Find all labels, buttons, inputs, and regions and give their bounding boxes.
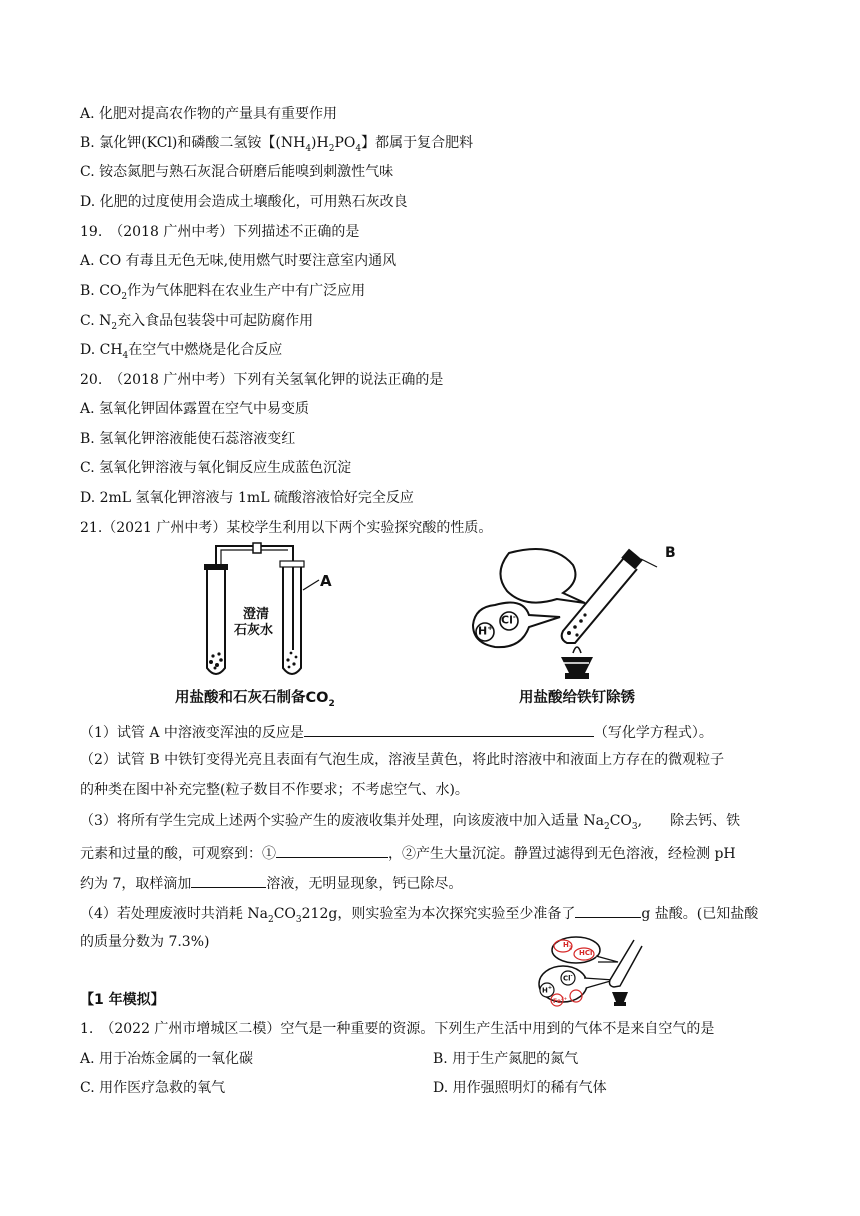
sim-question-1-stem: 1. （2022 广州市增城区二模）空气是一种重要的资源。下列生产生活中用到的气体不是来自空气的是 [80, 1021, 715, 1037]
question-21-part-1: （1）试管 A 中溶液变浑浊的反应是 （写化学方程式）。 [80, 721, 713, 743]
sim-option-1-c: C. 用作医疗急救的氧气 [80, 1080, 226, 1096]
particle-h2: $H_2$ [563, 941, 573, 952]
caption-figure-1: 用盐酸和石灰石制备$CO_2$ [175, 690, 335, 709]
question-21-part-4-line-1: （4）若处理废液时共消耗 $Na_2CO_3212g$，则实验室为本次探究实验至少准备了 g 盐酸。(已知盐酸 [80, 902, 758, 930]
figure-rust-removal [465, 545, 675, 685]
question-21-part-3-line-1: （3）将所有学生完成上述两个实验产生的废液收集并处理，向该废液中加入适量 $Na_2CO_3$, 除去钙、铁 [80, 813, 741, 832]
option-19-a: A. CO 有毒且无色无味,使用燃气时要注意室内通风 [80, 253, 397, 269]
option-18-b: B. 氯化钾(KCl)和磷酸二氢铵【$(NH_4)H_2PO_4$】都属于复合肥料 [80, 135, 474, 154]
question-21-part-2-line-1: （2）试管 B 中铁钉变得光亮且表面有气泡生成，溶液呈黄色，将此时溶液中和液面上方存在的微观粒子 [80, 752, 725, 768]
caption-figure-2: 用盐酸给铁钉除锈 [519, 690, 635, 706]
option-18-a: A. 化肥对提高农作物的产量具有重要作用 [80, 106, 338, 122]
particle-hcl: HCl [579, 949, 593, 957]
question-21-part-3-line-2: 元素和过量的酸，可观察到：① ，②产生大量沉淀。静置过滤得到无色溶液，经检测 pH [80, 842, 736, 864]
sim-option-1-d: D. 用作强照明灯的稀有气体 [433, 1080, 607, 1096]
label-tube-b: B [665, 545, 676, 561]
sim-option-1-b: B. 用于生产氮肥的氮气 [433, 1051, 579, 1067]
particle-fe: $Fe^{3+}$ [553, 996, 568, 1005]
option-19-c: C. $N_2$充入食品包装袋中可起防腐作用 [80, 313, 314, 332]
option-20-b: B. 氢氧化钾溶液能使石蕊溶液变红 [80, 431, 296, 447]
figure-answer-particles [530, 934, 645, 1016]
label-limewater-1: 澄清 [243, 607, 270, 622]
sim-option-1-a: A. 用于冶炼金属的一氧化碳 [80, 1051, 254, 1067]
label-tube-a: A [320, 572, 332, 590]
section-title: 【1 年模拟】 [80, 992, 165, 1008]
option-20-d: D. 2mL 氢氧化钾溶液与 1mL 硫酸溶液恰好完全反应 [80, 490, 414, 506]
option-19-b: B. $CO_2$作为气体肥料在农业生产中有广泛应用 [80, 283, 366, 302]
option-19-d: D. $CH_4$在空气中燃烧是化合反应 [80, 342, 283, 361]
question-21-part-3-line-3: 约为 7，取样滴加 溶液，无明显现象，钙已除尽。 [80, 872, 462, 894]
label-limewater-2: 石灰水 [234, 623, 274, 638]
option-20-c: C. 氢氧化钾溶液与氧化铜反应生成蓝色沉淀 [80, 460, 352, 476]
question-21-part-4-line-2: 的质量分数为 7.3%) [80, 934, 210, 950]
question-21-part-2-line-2: 的种类在图中补充完整(粒子数目不作要求；不考虑空气、水)。 [80, 782, 469, 798]
particle-h-plus: H+ [542, 985, 553, 995]
option-18-c: C. 铵态氮肥与熟石灰混合研磨后能嗅到刺激性气味 [80, 164, 394, 180]
option-20-a: A. 氢氧化钾固体露置在空气中易变质 [80, 401, 310, 417]
figure-co2-apparatus [195, 540, 360, 680]
particle-cl-minus: Cl- [563, 973, 573, 983]
ion-h-plus: H+ [478, 624, 494, 638]
question-21-stem: 21.（2021 广州中考）某校学生利用以下两个实验探究酸的性质。 [80, 520, 493, 536]
question-20-stem: 20. （2018 广州中考）下列有关氢氧化钾的说法正确的是 [80, 372, 444, 388]
question-19-stem: 19. （2018 广州中考）下列描述不正确的是 [80, 224, 360, 240]
option-18-d: D. 化肥的过度使用会造成土壤酸化，可用熟石灰改良 [80, 194, 408, 210]
ion-cl-minus: Cl- [501, 613, 516, 627]
